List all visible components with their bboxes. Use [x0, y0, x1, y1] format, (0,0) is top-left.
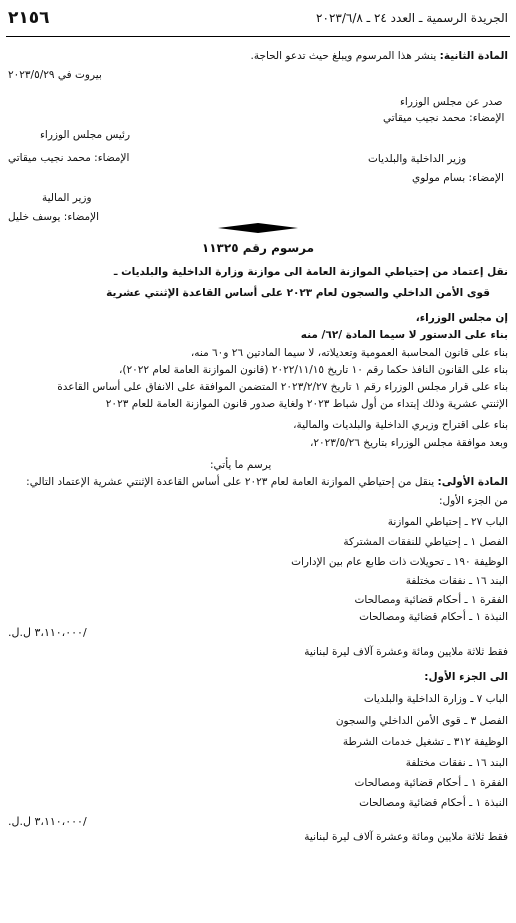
separator-ornament [218, 223, 298, 233]
amount-1: /٣،١١٠،٠٠٠ ل.ل. [8, 626, 87, 639]
to-item: الباب ٧ ـ وزارة الداخلية والبلديات [363, 693, 508, 705]
place-date: بيروت في ٢٠٢٣/٥/٢٩ [8, 69, 102, 81]
preamble-line: بناء على قرار مجلس الوزراء رقم ١ تاريخ ٢٠٢٣/٢/٢٧ المتضمن الموافقة على الانفاق على أساس القاعدة [57, 381, 508, 393]
preamble-line: بناء على قانون المحاسبة العمومية وتعديلاته، لا سيما المادتين ٢٦ و٦٠ منه، [190, 347, 508, 359]
pm-title: رئيس مجلس الوزراء [40, 129, 131, 141]
article-1-text: ينقل من إحتياطي الموازنة العامة لعام ٢٠٢٣ على أساس القاعدة الإثنتي عشرية الإعتماد التالي: [26, 476, 438, 488]
signature-interior: الإمضاء: بسام مولوي [412, 172, 504, 184]
article-2 [251, 49, 509, 63]
gazette-header-title: الجريدة الرسمية ـ العدد ٢٤ ـ ٢٠٢٣/٦/٨ [316, 11, 508, 25]
preamble-line: بناء على القانون النافذ حكما رقم ١٠ تاريخ ٢٠٢٢/١١/١٥ (قانون الموازنة العامة لعام ٢٠٢٢)، [118, 364, 508, 376]
amount-1-words: فقط ثلاثة ملايين ومائة وعشرة آلاف ليرة لبنانية [304, 646, 508, 658]
from-item: البند ١٦ ـ نفقات مختلفة [405, 575, 508, 587]
to-item: الفقرة ١ ـ أحكام قضائية ومصالحات [354, 777, 508, 789]
to-item: الفصل ٣ ـ قوى الأمن الداخلي والسجون [335, 715, 508, 727]
signature-1: الإمضاء: محمد نجيب ميقاتي [383, 112, 505, 124]
issued-by: صدر عن مجلس الوزراء [400, 96, 503, 108]
article-1 [26, 475, 508, 489]
to-item: الوظيفة ٣١٢ ـ تشغيل خدمات الشرطة [342, 736, 508, 748]
from-item: الوظيفة ١٩٠ ـ تحويلات ذات طابع عام بين الإدارات [291, 556, 508, 568]
to-item: البند ١٦ ـ نفقات مختلفة [405, 757, 508, 769]
to-part-label: الى الجزء الأول: [424, 671, 508, 683]
article-2-label: المادة الثانية: [439, 50, 508, 62]
from-item: الفصل ١ ـ إحتياطي للنفقات المشتركة [343, 536, 508, 548]
decree-subject-line-1: نقل إعتماد من إحتياطي الموازنة العامة الى موازنة وزارة الداخلية والبلديات ـ [113, 266, 508, 278]
amount-2: /٣،١١٠،٠٠٠ ل.ل. [8, 815, 87, 828]
header-rule [6, 36, 510, 37]
preamble-line: الإثنتي عشرية وذلك إبتداء من أول شباط ٢٠٢٣ ولغاية صدور قانون الموازنة العامة للعام ٢٠٢٣ [105, 398, 508, 410]
from-part-label: من الجزء الأول: [438, 495, 508, 507]
preamble-line: بناء على الدستور لا سيما المادة /٦٢/ منه [300, 329, 508, 341]
preamble-line: إن مجلس الوزراء، [415, 312, 508, 324]
decree-number: مرسوم رقم ١١٣٢٥ [201, 241, 315, 255]
preamble-line: بناء على اقتراح وزيري الداخلية والبلديات والمالية، [293, 419, 508, 431]
amount-2-words: فقط ثلاثة ملايين ومائة وعشرة آلاف ليرة لبنانية [304, 831, 508, 843]
article-2-text: ينشر هذا المرسوم ويبلغ حيث تدعو الحاجة. [250, 50, 440, 62]
from-item: النبذة ١ ـ أحكام قضائية ومصالحات [359, 611, 508, 623]
signature-pm: الإمضاء: محمد نجيب ميقاتي [8, 152, 130, 164]
article-1-label: المادة الأولى: [437, 476, 508, 488]
decrees-line: يرسم ما يأتي: [210, 459, 272, 471]
signature-finance: الإمضاء: يوسف خليل [8, 211, 100, 223]
to-item: النبذة ١ ـ أحكام قضائية ومصالحات [359, 797, 508, 809]
preamble-line: وبعد موافقة مجلس الوزراء بتاريخ ٢٠٢٣/٥/٢٦، [310, 437, 508, 449]
decree-subject-line-2: قوى الأمن الداخلي والسجون لعام ٢٠٢٣ على أساس القاعدة الإثنتي عشرية [106, 287, 490, 299]
from-item: الباب ٢٧ ـ إحتياطي الموازنة [387, 516, 508, 528]
page-number: ٢١٥٦ [8, 8, 50, 28]
interior-minister-title: وزير الداخلية والبلديات [368, 153, 467, 165]
from-item: الفقرة ١ ـ أحكام قضائية ومصالحات [354, 594, 508, 606]
finance-minister-title: وزير المالية [42, 192, 92, 204]
